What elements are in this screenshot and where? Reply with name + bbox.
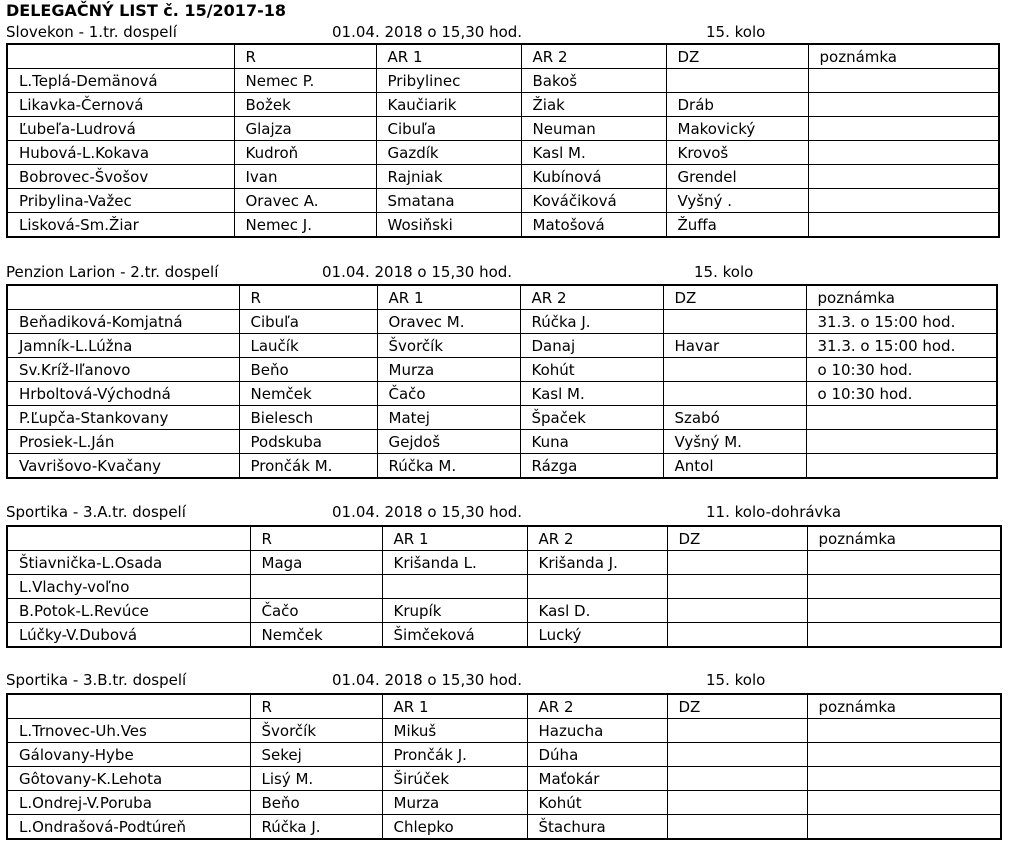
match-cell: Pribylina-Važec [7, 189, 234, 213]
delegate-cell [667, 743, 807, 767]
referee-cell: Kudroň [234, 141, 376, 165]
table-row [7, 334, 997, 358]
note-cell [807, 575, 1001, 599]
note-cell [807, 743, 1001, 767]
assistant-1-cell: Rajniak [376, 165, 521, 189]
table-row [7, 454, 997, 479]
table-row [7, 430, 997, 454]
referee-cell: Čačo [250, 599, 382, 623]
table-row [7, 623, 1001, 648]
table-row [7, 743, 1001, 767]
assistant-2-cell [527, 575, 667, 599]
match-cell: L.Trnovec-Uh.Ves [7, 719, 250, 743]
header-match [7, 694, 250, 719]
table-header-row [7, 694, 1001, 719]
delegation-table [6, 693, 1002, 840]
table-row [7, 382, 997, 406]
assistant-2-cell: Kohút [520, 358, 663, 382]
delegate-cell: Vyšný M. [663, 430, 806, 454]
delegate-cell: Dráb [666, 93, 808, 117]
assistant-2-cell: Kasl M. [520, 382, 663, 406]
delegate-cell [667, 551, 807, 575]
assistant-1-cell: Prončák J. [382, 743, 527, 767]
note-cell [807, 767, 1001, 791]
delegate-cell [663, 310, 806, 334]
match-cell: Beňadiková-Komjatná [7, 310, 239, 334]
referee-cell: Prončák M. [239, 454, 377, 479]
assistant-1-cell: Gejdoš [377, 430, 520, 454]
match-cell: L.Ondrej-V.Poruba [7, 791, 250, 815]
referee-cell: Beňo [239, 358, 377, 382]
assistant-1-cell: Širúček [382, 767, 527, 791]
note-cell: 31.3. o 15:00 hod. [806, 310, 997, 334]
league-name: Penzion Larion - 2.tr. dospelí [6, 263, 219, 281]
match-datetime: 01.04. 2018 o 15,30 hod. [322, 263, 513, 281]
note-cell [808, 213, 999, 238]
match-cell: L.Ondrašová-Podtúreň [7, 815, 250, 840]
delegate-cell: Makovický [666, 117, 808, 141]
header-referee: R [250, 694, 382, 719]
referee-cell: Sekej [250, 743, 382, 767]
note-cell [808, 117, 999, 141]
delegate-cell [667, 719, 807, 743]
assistant-2-cell: Krišanda J. [527, 551, 667, 575]
note-cell [806, 430, 997, 454]
delegate-cell [666, 69, 808, 93]
match-cell: Lisková-Sm.Žiar [7, 213, 234, 238]
header-referee: R [239, 285, 377, 310]
table-row [7, 213, 999, 238]
header-assistant-2: AR 2 [527, 694, 667, 719]
round-label: 11. kolo-dohrávka [706, 503, 842, 521]
assistant-2-cell: Maťokár [527, 767, 667, 791]
section-header [6, 502, 1006, 522]
match-cell: Bobrovec-Švošov [7, 165, 234, 189]
table-row [7, 575, 1001, 599]
header-assistant-2: AR 2 [520, 285, 663, 310]
note-cell: o 10:30 hod. [806, 358, 997, 382]
header-assistant-1: AR 1 [382, 526, 527, 551]
table-row [7, 358, 997, 382]
table-row [7, 189, 999, 213]
referee-cell: Ivan [234, 165, 376, 189]
header-delegate: DZ [666, 44, 808, 69]
assistant-2-cell: Kováčiková [521, 189, 666, 213]
header-delegate: DZ [663, 285, 806, 310]
table-row [7, 406, 997, 430]
delegate-cell [667, 599, 807, 623]
match-datetime: 01.04. 2018 o 15,30 hod. [332, 23, 523, 41]
delegate-cell: Vyšný . [666, 189, 808, 213]
assistant-2-cell: Kubínová [521, 165, 666, 189]
assistant-1-cell: Kaučiarik [376, 93, 521, 117]
header-note: poznámka [807, 526, 1001, 551]
delegate-cell [663, 358, 806, 382]
round-label: 15. kolo [706, 671, 766, 689]
match-datetime: 01.04. 2018 o 15,30 hod. [332, 671, 523, 689]
assistant-2-cell: Špaček [520, 406, 663, 430]
assistant-1-cell: Čačo [377, 382, 520, 406]
table-row [7, 69, 999, 93]
header-delegate: DZ [667, 694, 807, 719]
header-delegate: DZ [667, 526, 807, 551]
referee-cell [250, 575, 382, 599]
header-assistant-1: AR 1 [382, 694, 527, 719]
round-label: 15. kolo [706, 23, 766, 41]
note-cell [807, 551, 1001, 575]
assistant-2-cell: Danaj [520, 334, 663, 358]
match-cell: Likavka-Černová [7, 93, 234, 117]
table-row [7, 767, 1001, 791]
match-cell: L.Vlachy-voľno [7, 575, 250, 599]
table-row [7, 117, 999, 141]
assistant-1-cell: Murza [377, 358, 520, 382]
table-row [7, 310, 997, 334]
assistant-1-cell: Pribylinec [376, 69, 521, 93]
delegate-cell [667, 623, 807, 648]
table-header-row [7, 285, 997, 310]
delegate-cell: Žuffa [666, 213, 808, 238]
document-title: DELEGAČNÝ LIST č. 15/2017-18 [6, 1, 286, 20]
note-cell [807, 719, 1001, 743]
assistant-2-cell: Rúčka J. [520, 310, 663, 334]
assistant-2-cell: Kuna [520, 430, 663, 454]
match-cell: B.Potok-L.Revúce [7, 599, 250, 623]
assistant-1-cell: Šimčeková [382, 623, 527, 648]
header-referee: R [234, 44, 376, 69]
note-cell [807, 815, 1001, 840]
table-row [7, 165, 999, 189]
assistant-1-cell: Gazdík [376, 141, 521, 165]
assistant-2-cell: Neuman [521, 117, 666, 141]
assistant-1-cell: Smatana [376, 189, 521, 213]
assistant-1-cell: Matej [377, 406, 520, 430]
assistant-2-cell: Žiak [521, 93, 666, 117]
note-cell [807, 791, 1001, 815]
referee-cell: Švorčík [250, 719, 382, 743]
match-cell: Lúčky-V.Dubová [7, 623, 250, 648]
note-cell: o 10:30 hod. [806, 382, 997, 406]
match-cell: Gálovany-Hybe [7, 743, 250, 767]
table-row [7, 815, 1001, 840]
assistant-2-cell: Dúha [527, 743, 667, 767]
table-row [7, 551, 1001, 575]
note-cell: 31.3. o 15:00 hod. [806, 334, 997, 358]
referee-cell: Bielesch [239, 406, 377, 430]
referee-cell: Laučík [239, 334, 377, 358]
assistant-1-cell: Rúčka M. [377, 454, 520, 479]
assistant-1-cell [382, 575, 527, 599]
header-note: poznámka [808, 44, 999, 69]
match-cell: Prosiek-L.Ján [7, 430, 239, 454]
assistant-2-cell: Štachura [527, 815, 667, 840]
league-name: Sportika - 3.B.tr. dospelí [6, 671, 187, 689]
note-cell [808, 69, 999, 93]
note-cell [806, 406, 997, 430]
assistant-1-cell: Švorčík [377, 334, 520, 358]
header-assistant-2: AR 2 [521, 44, 666, 69]
note-cell [808, 141, 999, 165]
assistant-1-cell: Krišanda L. [382, 551, 527, 575]
match-cell: P.Ľupča-Stankovany [7, 406, 239, 430]
table-row [7, 141, 999, 165]
delegate-cell [667, 791, 807, 815]
assistant-2-cell: Kohút [527, 791, 667, 815]
referee-cell: Nemček [250, 623, 382, 648]
assistant-1-cell: Oravec M. [377, 310, 520, 334]
match-cell: Hrboltová-Východná [7, 382, 239, 406]
delegate-cell [667, 767, 807, 791]
assistant-1-cell: Krupík [382, 599, 527, 623]
header-referee: R [250, 526, 382, 551]
delegate-cell [663, 382, 806, 406]
round-label: 15. kolo [694, 263, 754, 281]
table-row [7, 791, 1001, 815]
header-match [7, 44, 234, 69]
delegate-cell: Szabó [663, 406, 806, 430]
referee-cell: Glajza [234, 117, 376, 141]
assistant-1-cell: Cibuľa [376, 117, 521, 141]
league-name: Slovekon - 1.tr. dospelí [6, 23, 177, 41]
assistant-1-cell: Mikuš [382, 719, 527, 743]
header-assistant-1: AR 1 [376, 44, 521, 69]
header-assistant-1: AR 1 [377, 285, 520, 310]
match-cell: Sv.Kríž-Iľanovo [7, 358, 239, 382]
header-assistant-2: AR 2 [527, 526, 667, 551]
delegate-cell [667, 815, 807, 840]
assistant-2-cell: Kasl M. [521, 141, 666, 165]
assistant-2-cell: Hazucha [527, 719, 667, 743]
assistant-1-cell: Murza [382, 791, 527, 815]
note-cell [808, 93, 999, 117]
league-name: Sportika - 3.A.tr. dospelí [6, 503, 186, 521]
referee-cell: Nemec P. [234, 69, 376, 93]
delegate-cell: Antol [663, 454, 806, 479]
section-header [6, 670, 1006, 690]
match-cell: Hubová-L.Kokava [7, 141, 234, 165]
referee-cell: Rúčka J. [250, 815, 382, 840]
assistant-2-cell: Rázga [520, 454, 663, 479]
header-match [7, 526, 250, 551]
referee-cell: Božek [234, 93, 376, 117]
match-cell: L.Teplá-Demänová [7, 69, 234, 93]
referee-cell: Cibuľa [239, 310, 377, 334]
table-row [7, 93, 999, 117]
delegation-table [6, 43, 1000, 238]
header-note: poznámka [807, 694, 1001, 719]
assistant-2-cell: Kasl D. [527, 599, 667, 623]
referee-cell: Podskuba [239, 430, 377, 454]
referee-cell: Nemček [239, 382, 377, 406]
note-cell [808, 189, 999, 213]
match-cell: Jamník-L.Lúžna [7, 334, 239, 358]
table-row [7, 719, 1001, 743]
delegate-cell: Krovoš [666, 141, 808, 165]
assistant-2-cell: Matošová [521, 213, 666, 238]
assistant-1-cell: Chlepko [382, 815, 527, 840]
delegate-cell [667, 575, 807, 599]
table-row [7, 599, 1001, 623]
note-cell [806, 454, 997, 479]
header-note: poznámka [806, 285, 997, 310]
delegate-cell: Grendel [666, 165, 808, 189]
assistant-1-cell: Wosiňski [376, 213, 521, 238]
match-cell: Gôtovany-K.Lehota [7, 767, 250, 791]
note-cell [807, 623, 1001, 648]
match-cell: Ľubeľa-Ludrová [7, 117, 234, 141]
match-cell: Vavrišovo-Kvačany [7, 454, 239, 479]
referee-cell: Oravec A. [234, 189, 376, 213]
referee-cell: Maga [250, 551, 382, 575]
section-header [6, 262, 1006, 282]
referee-cell: Lisý M. [250, 767, 382, 791]
table-header-row [7, 44, 999, 69]
delegation-table [6, 525, 1002, 648]
referee-cell: Nemec J. [234, 213, 376, 238]
note-cell [808, 165, 999, 189]
table-header-row [7, 526, 1001, 551]
referee-cell: Beňo [250, 791, 382, 815]
assistant-2-cell: Lucký [527, 623, 667, 648]
assistant-2-cell: Bakoš [521, 69, 666, 93]
section-header [6, 22, 1006, 42]
match-datetime: 01.04. 2018 o 15,30 hod. [332, 503, 523, 521]
delegation-table [6, 284, 998, 479]
note-cell [807, 599, 1001, 623]
delegate-cell: Havar [663, 334, 806, 358]
match-cell: Štiavnička-L.Osada [7, 551, 250, 575]
header-match [7, 285, 239, 310]
